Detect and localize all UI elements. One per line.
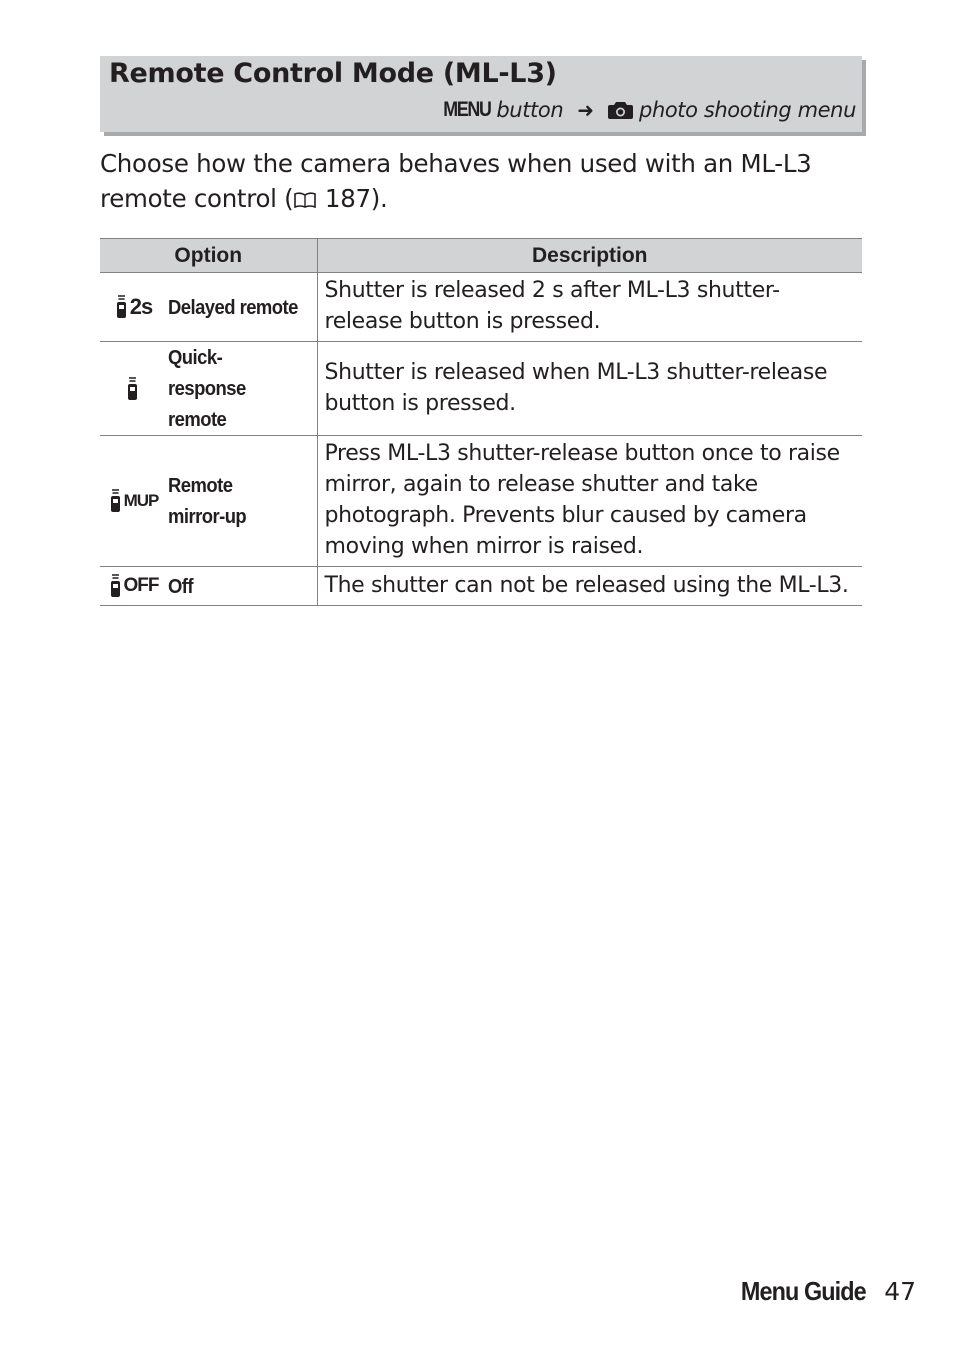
option-description: Shutter is released when ML-L3 shutter-release button is pressed. bbox=[317, 342, 862, 436]
options-table bbox=[100, 238, 862, 606]
page-title: Remote Control Mode (ML-L3) bbox=[109, 58, 557, 89]
section-header bbox=[100, 56, 862, 132]
option-description: Shutter is released 2 s after ML-L3 shutter-release button is pressed. bbox=[317, 273, 862, 342]
arrow-right-icon: ➜ bbox=[577, 98, 595, 122]
option-cell bbox=[100, 436, 317, 567]
option-label: Delayed remote bbox=[168, 295, 298, 319]
description-column-header: Description bbox=[317, 239, 862, 273]
option-cell bbox=[100, 273, 317, 342]
menu-name: photo shooting menu bbox=[639, 98, 856, 122]
option-label: Remote mirror-up bbox=[168, 474, 247, 528]
menu-button-label: MENU bbox=[442, 98, 491, 121]
table-row bbox=[100, 567, 862, 606]
intro-paragraph bbox=[100, 146, 860, 216]
book-reference-icon bbox=[293, 192, 317, 208]
remote-delayed-icon: 2s bbox=[100, 294, 168, 320]
intro-text-end: ). bbox=[370, 184, 388, 213]
option-cell bbox=[100, 342, 317, 436]
remote-mirror-up-icon: MUP bbox=[100, 489, 168, 513]
option-cell bbox=[100, 567, 317, 606]
remote-off-icon: OFF bbox=[100, 574, 168, 598]
button-text: button bbox=[496, 98, 564, 122]
table-header-row bbox=[100, 239, 862, 273]
page-reference[interactable]: 187 bbox=[324, 184, 371, 213]
table-row bbox=[100, 436, 862, 567]
camera-icon bbox=[608, 101, 633, 119]
option-column-header: Option bbox=[100, 239, 317, 273]
footer-section-title: Menu Guide bbox=[741, 1276, 867, 1306]
menu-path bbox=[439, 98, 856, 122]
option-label: Quick-response remote bbox=[168, 346, 246, 431]
remote-quick-icon bbox=[100, 377, 168, 401]
option-description: The shutter can not be released using the ML-L3. bbox=[317, 567, 862, 606]
option-label: Off bbox=[168, 574, 194, 598]
table-row bbox=[100, 342, 862, 436]
intro-text: Choose how the camera behaves when used with an ML-L3 remote control ( bbox=[100, 149, 812, 213]
page-footer bbox=[727, 1276, 916, 1307]
option-description: Press ML-L3 shutter-release button once to raise mirror, again to release shutter and take photograph. Prevents blur caused by camera moving when mirror is raised. bbox=[317, 436, 862, 567]
table-row bbox=[100, 273, 862, 342]
page-number: 47 bbox=[884, 1277, 916, 1306]
